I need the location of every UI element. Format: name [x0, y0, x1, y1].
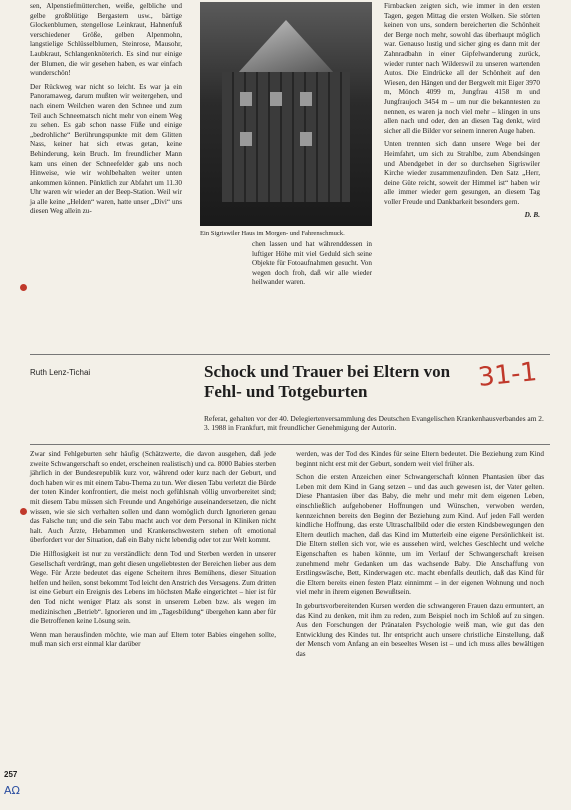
red-marker-dot: [20, 508, 27, 515]
paragraph: Der Rückweg war nicht so leicht. Es war ja ein Panoramaweg, darum mußten wir weitergehen, und nach einem Weilchen waren den Schnee und zum Teil auch Schneematsch nicht mehr von einem Weg zu sehen. Es gab schon nasse Füße und einige „bedrohliche“ Berührungspunkte mit dem Glitten Nass, keiner hat sich etwas getan, keine Behinderung, kein Bruch. Im freundlicher Mann kam uns einen der Schneefelder gab uns noch Hinweise, wie wir wohlbehalten weiter unten ankommen können. Pünktlich zur Abfahrt um 11.30 Uhr waren wir wieder an der Beep-Station. Weil wir ja alle keine „Helden“ waren, hatte unser „Divi“ uns diesen Weg allein zu-: [30, 82, 182, 216]
photo-window: [300, 92, 312, 106]
author-name: Ruth Lenz-Tichai: [30, 368, 91, 377]
section-divider: [30, 354, 550, 355]
page-number: 257: [4, 770, 18, 779]
margin-handwritten-note: AΩ: [4, 784, 20, 797]
photo-caption: Ein Sigriswiler Haus im Morgen- und Fahrenschmuck.: [200, 230, 345, 237]
paragraph: Zwar sind Fehlgeburten sehr häufig (Schätzwerte, die davon ausgehen, daß jede zweite Schwangerschaft so endet, erscheinen realistisch) und ca. 8000 Babies sterben jährlich in der Bundesrepublik kurz vor, während oder kurz nach der Geburt, und doch haben wir es mit einem Tabu-Thema zu tun. Wer diesen Tabu verletzt die Bürde der toten Kinder konfrontiert, die meist noch gefühlsnah völlig unvorbereitet sind; mit diesem Tabu müssen sich Freunde und Angehörige auseinandersetzen, die nicht wissen, wie sie sich verhalten sollen und dann womöglich durch Ignorieren genau das Falsche tun; und die sein Tabu macht auch vor dem Personal in Kliniken nicht halt. Auch Ärzte, Hebammen und Krankenschwestern stehen oft emotional überfordert vor der Situation, daß ein Baby nicht lebendig oder tot zur Welt kommt.: [30, 450, 276, 545]
paragraph: Schon die ersten Anzeichen einer Schwangerschaft können Phantasien über das Leben mit dem Kind in Gang setzen – und das auch gewesen ist, der Vater gelten. Diese Phantasien über das Baby, die mehr und mehr mit dem eigenen Leben, einschließlich aufgehobener Hoffnungen und Wünschen, verwoben werden, kennzeichnen bereits den Beginn der Beziehung zum Kind. Auf jeden Fall werden kindliche Hoffnung, das erste Ultraschallbild oder die ersten Kindsbewegungen den Eltern deutlich machen, daß das Kind im Mutterleib eine eigene Persönlichkeit ist. Die Eltern stellen sich vor, wie es aussehen wird, welches Geschlecht und welche Eigenschaften es haben könnte, um im Verlauf der Schwangerschaft kreisen zunehmend mehr Gedanken um das wachsende Baby. Die Anschaffung von Erstlingswäsche, Bett, Kinderwagen etc. macht ebenfalls deutlich, daß das Kind für die Eltern bereits einen festen Platz einnimmt – in der eigenen Wohnung und noch viel mehr in ihrem eigenen Bewußtsein.: [296, 473, 544, 597]
paragraph: chen lassen und hat währenddessen in luftiger Höhe mit viel Geduld sich seine Objekte für Fotoaufnahmen gesucht. Von wegen doch froh, daß wir alle wieder heilwander waren.: [252, 240, 372, 287]
paragraph: Die Hilflosigkeit ist nur zu verständlich: denn Tod und Sterben werden in unserer Gesellschaft verdrängt, man geht diesen ungeliebtesten der Bereichen lieber aus dem Wege. Für Ärzte bedeutet das eigene Scheitern ihres Bemühens, dieser Situation helfen und heilen, sonst bekommt Tod leicht den Anstrich des Versagens. Zum dritten ist eine Geburt ein Ereignis des Lebens im höchsten Maße eingerichtet – hier ist für den Tod nicht weniger Platz als sonst in unserem Leben bzw. als wegen im medizinischen „Betrieb“. Ignorieren und im „Tagesbildung“ übergehen kann aber für die Betroffenen keine Lösung sein.: [30, 549, 276, 626]
paragraph: werden, was der Tod des Kindes für seine Eltern bedeutet. Die Beziehung zum Kind beginnt nicht erst mit der Geburt, sondern weit viel früher als.: [296, 450, 544, 468]
paragraph: Firnbacken zeigten sich, wie immer in den ersten Tagen, gegen Mittag die ersten Wolken. Sie störten keinen von uns, sondern bereicherten die Schönheit der Berge noch mehr, sowohl das überhaupt möglich war. Genauso lustig und sicher ging es dann mit der Zahnradbahn in einer Gipfelwanderung zurück, wieder runter nach Wilderswil zu unseren wartenden Autos. Die Eindrücke all der Schönheit auf den Wiesen, den Hängen und der Bergwelt mit Eiger 3970 m, Mönch 4099 m, Jungfrau 4158 m und Jungfraujoch 3454 m – um nur die bekanntesten zu nennen, es waren ja noch viel mehr – klingen in uns allen nach und oder, den an diesen Tag denkt, wird sicher all die Bilder vor seinem inneren Auge haben.: [384, 2, 540, 135]
bottom-left-column: [30, 450, 276, 654]
house-photo: [200, 2, 372, 226]
red-marker-dot: [20, 284, 27, 291]
photo-roof: [218, 20, 354, 80]
signature: D. B.: [524, 211, 540, 220]
paragraph: Wenn man herausfinden möchte, wie man auf Eltern toter Babies eingehen sollte, muß man sich erst einmal klar darüber: [30, 630, 276, 649]
photo-window: [240, 132, 252, 146]
bottom-right-column: [296, 450, 544, 663]
section-divider: [30, 444, 550, 445]
top-middle-column: [252, 240, 372, 292]
paragraph: sen, Alpenstiefmütterchen, weiße, gelbliche und gelbe großblütige Bergastern usw., bärtige Glockenblumen, stengellose Leinkraut, Hahnenfuß verschiedener Größe, gelben Alpenmohn, langstielige Schlüsselblumen, Steinrose, Mausohr, Laubkraut, Schlangenknöterich. Es sind nur einige der Blumen, die wir gesehen haben, es war einfach wunderschön!: [30, 2, 182, 78]
paragraph: Unten trennten sich dann unsere Wege bei der Heimfahrt, um sich zu Strahlbe, zum Abendsingen und Abendgebet in der so durchsehen Sigriswiler Kirche wieder zusammenzufinden. Den Satz „Herr, deine Güte reicht, soweit der Himmel ist“ haben wir alle immer wieder gern gesungen, an diesem Tag voller Freude und Dankbarkeit besonders gern.: [384, 140, 540, 206]
photo-window: [270, 92, 282, 106]
handwritten-mark: 31-1: [476, 356, 539, 394]
article-headline: Schock und Trauer bei Eltern von Fehl- und Totgeburten: [204, 362, 451, 401]
top-right-column: [384, 2, 540, 221]
photo-window: [300, 132, 312, 146]
photo-window: [240, 92, 252, 106]
paragraph: In geburtsvorbereitenden Kursen werden die schwangeren Frauen dazu ermuntert, an das Kind zu denken, mit ihm zu reden, zum Beispiel noch im Schloß auf zu singen. Aus den Forschungen der Pränatalen Psychologie weiß man, wie gut das den Entwicklung des Kindes tut. Ihr entspricht auch unsere christliche Einstellung, daß der Mensch vom Anfang an ein beseeltes Wesen ist – und ich muss alles bewältigen das: [296, 601, 544, 658]
top-left-column: [30, 2, 182, 221]
article-intro: Referat, gehalten vor der 40. Delegiertenversammlung des Deutschen Evangelischen Krankenhausverbandes am 2. 3. 1988 in Frankfurt, mit freundlicher Genehmigung der Autorin.: [204, 414, 544, 433]
